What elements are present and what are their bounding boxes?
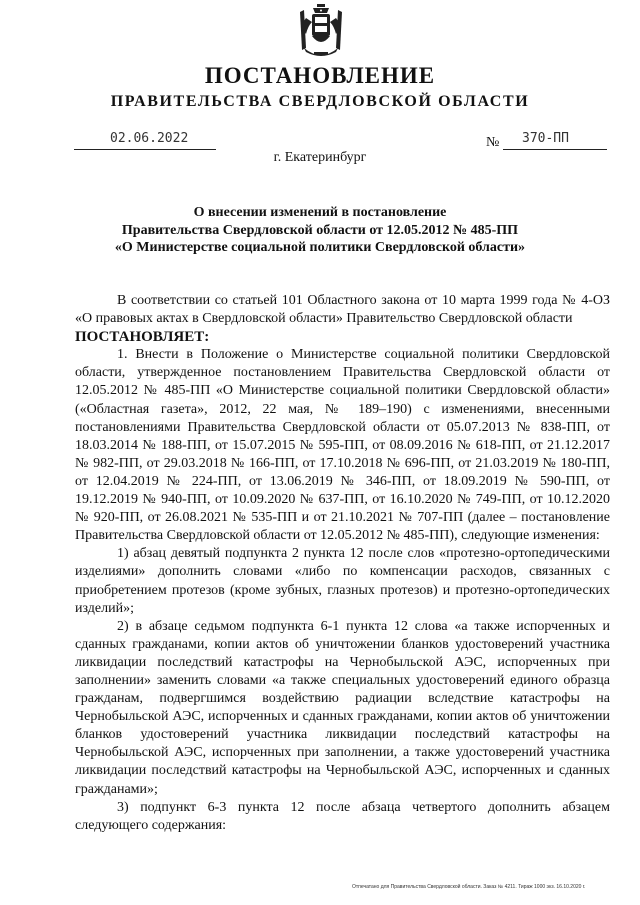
subitem-3: 3) подпункт 6-3 пункта 12 после абзаца четвертого дополнить абзацем следующего содержания: [75, 799, 610, 833]
intro-paragraph: В соответствии со статьей 101 Областного закона от 10 марта 1999 года № 4-ОЗ «О правовых актах в Свердловской области» Правительство Свердловской области [75, 293, 610, 327]
print-imprint: Отпечатано для Правительства Свердловской области. Заказ № 4211. Тираж 1000 экз. 16.10.2020 г. [352, 884, 586, 890]
heading-line: О внесении изменений в постановление [193, 205, 447, 220]
city: г. Екатеринбург [273, 150, 367, 165]
coat-of-arms-icon [298, 4, 344, 60]
decree-word: ПОСТАНОВЛЯЕТ: [75, 329, 210, 346]
issuing-authority: ПРАВИТЕЛЬСТВА СВЕРДЛОВСКОЙ ОБЛАСТИ [110, 93, 530, 110]
subitem-2: 2) в абзаце седьмом подпункта 6-1 пункта 12 слова «а также испорченных и сданных гражданами, копии актов об уничтожении бланков удостоверений участника ликвидации последствий катастрофы на Чернобыльской АЭС, испорченных при заполнении» заменить словами «а также специальных удостоверений единого образца гражданам, подвергшимся воздействию радиации вследствие катастрофы на Чернобыльской АЭС, испорченных и сданных гражданами, копии актов об уничтожении бланков удостоверений участника ликвидации последствий катастрофы на Чернобыльской АЭС, испорченных при заполнении, а также удостоверений участника ликвидации последствий катастрофы на Чернобыльской АЭС, испорченных и сданных гражданами»; [75, 618, 610, 797]
document-date: 02.06.2022 [110, 131, 189, 146]
number-sign: № [486, 135, 500, 150]
document-body [75, 292, 610, 835]
document-number: 370-ПП [522, 131, 569, 146]
document-heading [60, 204, 580, 257]
paragraph-1: 1. Внести в Положение о Министерстве социальной политики Свердловской области, утвержденное постановлением Правительства Свердловской области от 12.05.2012 № 485-ПП «О Министерстве социальной политики Свердловской области» («Областная газета», 2012, 22 мая, № 189–190) с изменениями, внесенными постановлениями Правительства Свердловской области от 05.07.2013 № 838-ПП, от 18.03.2014 № 188-ПП, от 15.07.2015 № 595-ПП, от 08.09.2016 № 618-ПП, от 21.12.2017 № 982-ПП, от 29.03.2018 № 166-ПП, от 17.10.2018 № 696-ПП, от 21.03.2019 № 180-ПП, от 12.04.2019 № 224-ПП, от 13.06.2019 № 346-ПП, от 18.09.2019 № 590-ПП, от 19.12.2019 № 940-ПП, от 10.09.2020 № 637-ПП, от 16.10.2020 № 749-ПП, от 10.12.2020 № 920-ПП, от 26.08.2021 № 535-ПП и от 21.10.2021 № 707-ПП (далее – постановление Правительства Свердловской области от 12.05.2012 № 485-ПП), следующие изменения: [75, 347, 610, 544]
heading-line: «О Министерстве социальной политики Свердловской области» [114, 240, 526, 255]
heading-line: Правительства Свердловской области от 12.05.2012 № 485-ПП [121, 222, 519, 238]
document-title: ПОСТАНОВЛЕНИЕ [204, 63, 436, 88]
subitem-1: 1) абзац девятый подпункта 2 пункта 12 после слов «протезно-ортопедическими изделиями» дополнить словами «либо по компенсации расходов, связанных с приобретением протезов (кроме зубных, глазных протезов) и протезно-ортопедических изделий»; [75, 546, 610, 616]
